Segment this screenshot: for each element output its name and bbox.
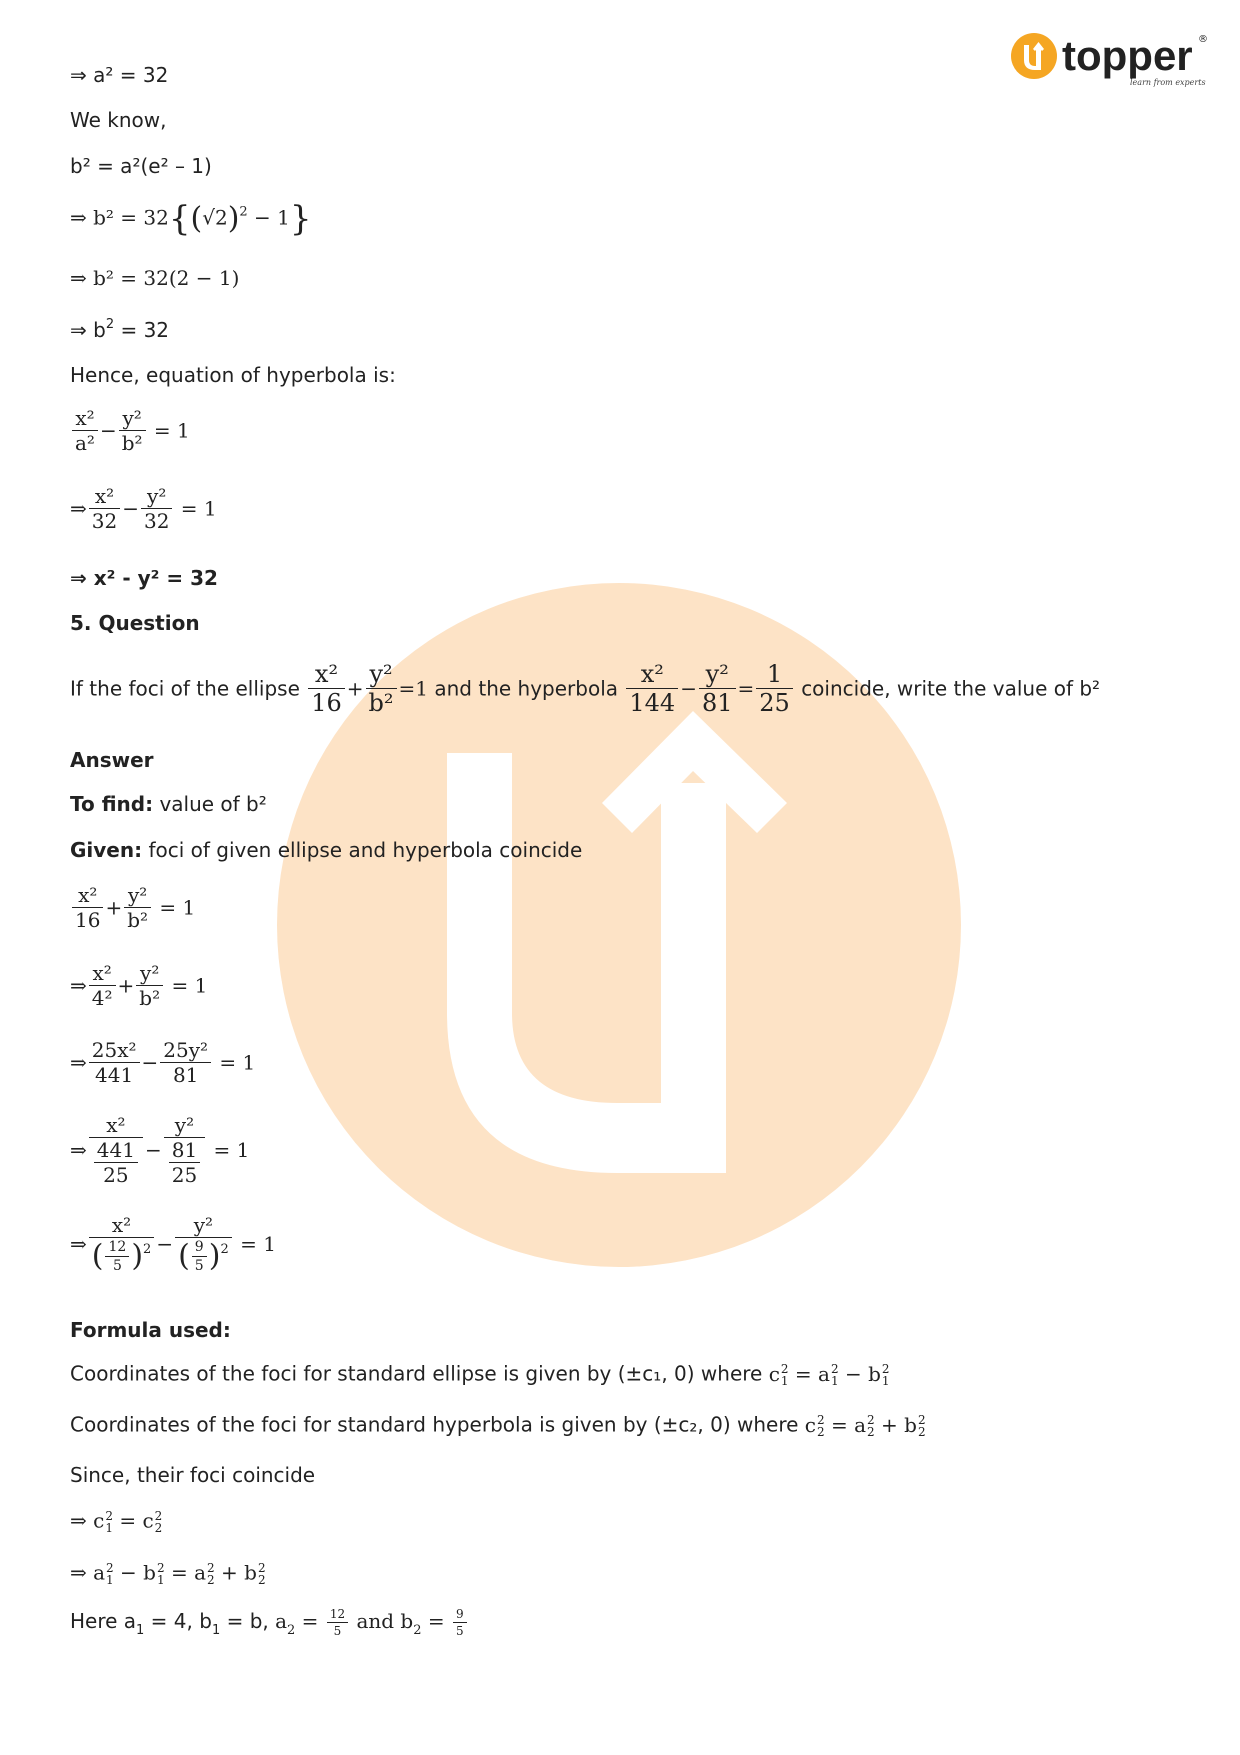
line-a-squared: ⇒ a² = 32: [70, 63, 169, 87]
given-line: Given: foci of given ellipse and hyperbola coincide: [70, 838, 583, 862]
equation-ellipse-4sq: ⇒ $\frac{\text{x²}}{\text{4²}}$ + $\frac{\text{y²}}{\text{b²}}$ = 1: [70, 961, 208, 1010]
line-b-squared-32: ⇒ $b^2 = 32$: [70, 317, 170, 342]
equation-a1-b1-a2-b2: ⇒ a 2 1 − b 2 1 = a 2 2 + b 2 2: [70, 1560, 266, 1587]
topper-logo: [1010, 30, 1210, 92]
line-b-squared-formula: b² = a²(e² – 1): [70, 154, 212, 178]
topper-logo-icon: [1010, 30, 1210, 92]
answer-heading: Answer: [70, 748, 154, 772]
svg-text:®: ®: [1198, 34, 1208, 45]
equation-b-squared-root: ⇒ $b^2 = 32\{(√2)^2 - 1\}$: [70, 199, 312, 239]
here-values-line: Here $a_1 = 4$, $b_1 = b$, $a_2$ = $\frac{12}{5}$ and $b_2$ = $\frac{9}{5}$: [70, 1608, 469, 1637]
equation-hyperbola-general: $\frac{\text{x²}}{\text{a²}}$ − $\frac{\text{y²}}{\text{b²}}$ = 1: [70, 408, 190, 453]
equation-hyperbola-squares: ⇒ x² ( $\frac{12}{5}$ )$^2$ − y² ( $\frac{9}{5}$ )$^2$ = 1: [70, 1213, 276, 1274]
equation-hyperbola-32: ⇒ $\frac{\text{x²}}{32}$ − $\frac{\text{y²}}{32}$ = 1: [70, 484, 217, 533]
question-title: 5. Question: [70, 611, 200, 635]
to-find-line: To find: value of b²: [70, 792, 267, 816]
equation-c1-c2: ⇒ c 2 1 = c 2 2: [70, 1508, 163, 1535]
equation-ellipse-16: $\frac{\text{x²}}{16}$ + $\frac{\text{y²}}{\text{b²}}$ = 1: [70, 885, 195, 930]
since-line: Since, their foci coincide: [70, 1463, 316, 1487]
formula-ellipse-foci: Coordinates of the foci for standard ellipse is given by (±c₁, 0) where c 2 1 = a 2 1 − b 2 1: [70, 1361, 890, 1388]
formula-hyperbola-foci: Coordinates of the foci for standard hyperbola is given by (±c₂, 0) where c 2 2 = a 2 2 + b 2 2: [70, 1412, 926, 1439]
equation-hyperbola-441: ⇒ $\frac{\text{25x²}}{441}$ − $\frac{\text{25y²}}{81}$ = 1: [70, 1038, 256, 1087]
line-hence: Hence, equation of hyperbola is:: [70, 363, 396, 387]
svg-text:learn from experts: learn from experts: [1130, 78, 1206, 87]
formula-used-heading: Formula used:: [70, 1318, 231, 1342]
question-text: If the foci of the ellipse $\frac{\text{x²}}{16}$ + $\frac{\text{y²}}{\text{b²}}$ =1 and the hyperbola $\frac{\text{x²}}{144}$ − $\frac{\text{y²}}{81}$ = $\frac{1}{25}$ coincide, write the value of b²: [70, 660, 1101, 717]
equation-b-squared-32x1: ⇒ b² = 32(2 − 1): [70, 266, 240, 290]
svg-text:topper: topper: [1062, 32, 1193, 79]
line-we-know: We know,: [70, 108, 167, 132]
line-final-hyperbola: ⇒ x² - y² = 32: [70, 566, 218, 590]
equation-hyperbola-nested: ⇒ $\frac{\text{x²}}{\frac{441}{25}}$ − $\frac{\text{y²}}{\frac{81}{25}}$ = 1: [70, 1113, 250, 1187]
